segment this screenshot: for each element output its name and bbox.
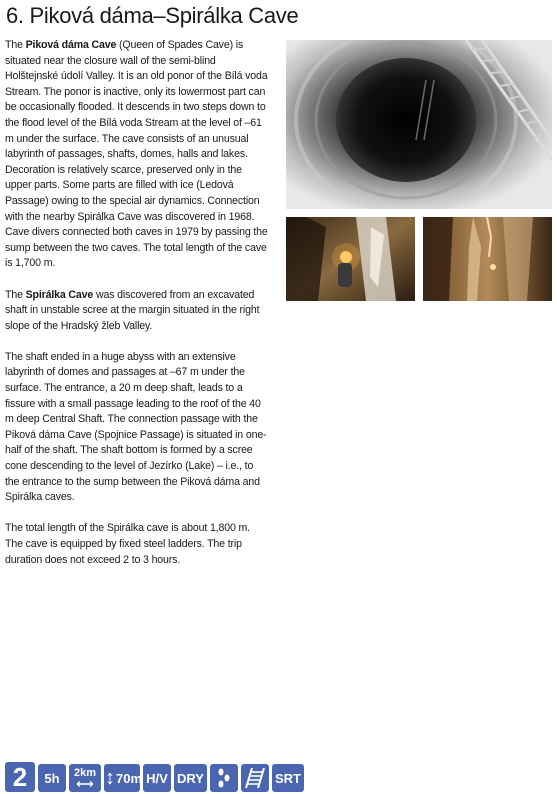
page-title: 6. Piková dáma–Spirálka Cave (6, 3, 299, 28)
depth-value: 70m (116, 770, 143, 786)
trip-info-badges (5, 762, 304, 792)
ice-passage-photo (286, 217, 415, 301)
article-text (5, 38, 270, 584)
distance-value: 2km (73, 766, 97, 779)
difficulty-badge: 2 (5, 762, 35, 792)
depth-badge (104, 764, 143, 792)
shaft-ladder-photo (286, 40, 552, 209)
cave-name-pikova-dama: Piková dáma Cave (25, 39, 117, 51)
paragraph-body: was discovered from an excavated shaft in unstable scree at the margin situated in the right slope of the Hradský žleb Valley. (5, 288, 260, 332)
paragraph-shaft: The shaft ended in a huge abyss with an extensive labyrinth of domes and passages at –67 m under the surface. The entrance, a 20 m deep shaft, leads to a fissure with a small passage leading to the roof of the 40 m deep Central Shaft. The connection passage with the Piková dáma Cave (Spojnice Passage) is situated in one-half of the shaft. The shaft bottom is formed by a scree cone descending to the level of Jezírko (Lake) – i.e., to the entrance to the sump between the Piková dáma and Spirálka caves. (5, 350, 267, 504)
vertical-arrow-icon: ↕ (105, 767, 115, 789)
paragraph-lead: The (5, 288, 26, 301)
ladder-badge (241, 764, 269, 792)
footprints-badge (210, 764, 238, 792)
paragraph-length: The total length of the Spirálka cave is about 1,800 m. The cave is equipped by fixed steel ladders. The trip duration does not exceed 2 to 3 hours. (5, 522, 250, 566)
conditions-badge: DRY (174, 764, 207, 792)
technique-badge: SRT (272, 764, 304, 792)
distance-badge (69, 764, 101, 792)
decorated-chamber-photo (423, 217, 552, 301)
ladder-icon (244, 766, 266, 790)
paragraph-body: (Queen of Spades Cave) is situated near the closure wall of the semi-blind Holštejnské údolí Valley. It is an old ponor of the Bílá voda Stream. The ponor is inactive, only its lowermost part can be occasionally flooded. It descends in two steps down to the flood level of the Bílá voda Stream at the level of –61 m under the surface. The cave consists of an unusual labyrinth of passages, shafts, domes, halls and lakes. Decoration is relatively scarce, preserved only in the upper parts. Some parts are filled with ice (Ledová Passage) owing to the special air dynamics. Connection with the nearby Spirálka Cave was discovered in 1968. Cave divers connected both caves in 1979 by passing the sump between the two caves. The total length of the cave is 1,700 m. (5, 39, 268, 270)
cave-name-spiralka: Spirálka Cave (25, 288, 94, 301)
horizontal-arrow-icon: ⟷ (76, 776, 94, 791)
footprints-icon (216, 767, 232, 789)
paragraph-spiralka-intro (5, 288, 270, 335)
duration-badge: 5h (38, 764, 66, 792)
orientation-badge: H/V (143, 764, 171, 792)
paragraph-lead: The (5, 39, 26, 51)
paragraph-piková-dáma (5, 38, 270, 272)
